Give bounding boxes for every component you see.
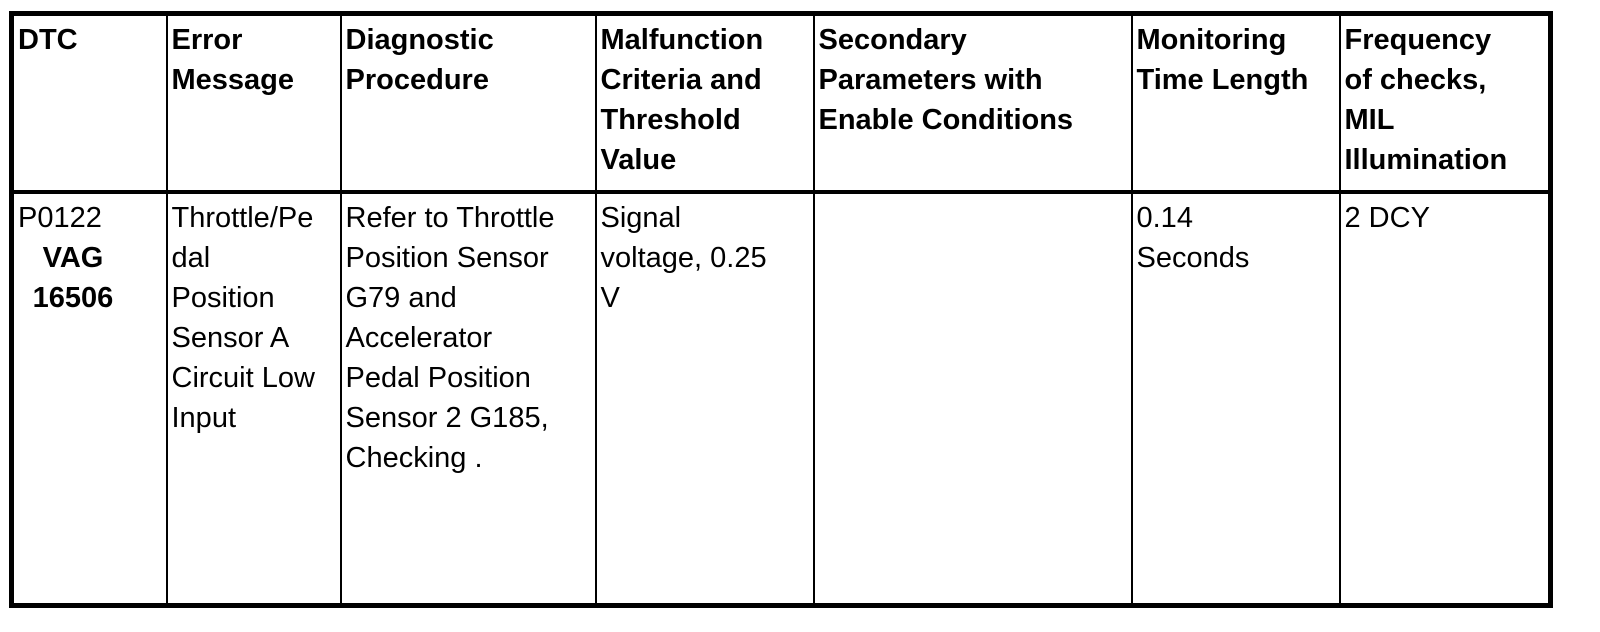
header-error-message xyxy=(167,14,341,193)
header-error-message-line: Error xyxy=(171,24,243,56)
cell-malfunction-criteria xyxy=(596,192,814,606)
header-malfunction-criteria-line: Value xyxy=(600,144,677,176)
diagnostic-procedure-line: Position Sensor xyxy=(345,242,549,274)
cell-error-message xyxy=(167,192,341,606)
error-message-line: Throttle/Pe xyxy=(171,202,314,234)
diagnostic-procedure-line: Sensor 2 G185, xyxy=(345,402,549,434)
header-malfunction-criteria xyxy=(596,14,814,193)
table-body xyxy=(12,192,1551,606)
header-frequency-line: of checks, xyxy=(1344,64,1487,96)
header-monitoring-time-line: Time Length xyxy=(1136,64,1309,96)
header-error-message-line: Message xyxy=(171,64,295,96)
error-message-line: Input xyxy=(171,402,236,434)
header-diagnostic-procedure xyxy=(341,14,596,193)
vag-code: 16506 xyxy=(32,282,114,314)
header-secondary-parameters xyxy=(814,14,1132,193)
header-dtc-line: DTC xyxy=(18,24,78,56)
diagnostic-procedure-line: Pedal Position xyxy=(345,362,531,394)
monitoring-time-line: 0.14 xyxy=(1136,202,1193,234)
cell-dtc xyxy=(12,192,167,606)
header-malfunction-criteria-line: Criteria and xyxy=(600,64,762,96)
header-secondary-parameters-line: Enable Conditions xyxy=(818,104,1074,136)
dtc-table xyxy=(9,11,1553,608)
header-frequency-line: Illumination xyxy=(1344,144,1508,176)
header-diagnostic-procedure-line: Procedure xyxy=(345,64,489,96)
diagnostic-procedure-line: Accelerator xyxy=(345,322,493,354)
header-row xyxy=(12,14,1551,193)
diagnostic-procedure-line: Checking . xyxy=(345,442,483,474)
header-monitoring-time xyxy=(1132,14,1340,193)
malfunction-criteria-line: V xyxy=(600,282,620,314)
diagnostic-procedure-line: G79 and xyxy=(345,282,457,314)
diagnostic-procedure-line: Refer to Throttle xyxy=(345,202,555,234)
monitoring-time-line: Seconds xyxy=(1136,242,1250,274)
table-row xyxy=(12,192,1551,606)
error-message-line: Circuit Low xyxy=(171,362,315,394)
cell-frequency xyxy=(1340,192,1551,606)
header-frequency xyxy=(1340,14,1551,193)
header-malfunction-criteria-line: Threshold xyxy=(600,104,741,136)
error-message-line: Sensor A xyxy=(171,322,290,354)
header-secondary-parameters-line: Parameters with xyxy=(818,64,1043,96)
cell-monitoring-time xyxy=(1132,192,1340,606)
table-header xyxy=(12,14,1551,193)
malfunction-criteria-line: voltage, 0.25 xyxy=(600,242,767,274)
dtc-code: P0122 xyxy=(18,202,102,234)
error-message-line: dal xyxy=(171,242,211,274)
header-frequency-line: Frequency xyxy=(1344,24,1492,56)
header-malfunction-criteria-line: Malfunction xyxy=(600,24,764,56)
cell-diagnostic-procedure xyxy=(341,192,596,606)
header-monitoring-time-line: Monitoring xyxy=(1136,24,1287,56)
frequency-line: 2 DCY xyxy=(1344,202,1430,234)
malfunction-criteria-line: Signal xyxy=(600,202,682,234)
error-message-line: Position xyxy=(171,282,275,314)
header-frequency-line: MIL xyxy=(1344,104,1395,136)
vag-label: VAG xyxy=(42,242,104,274)
cell-secondary-parameters xyxy=(814,192,1132,606)
header-secondary-parameters-line: Secondary xyxy=(818,24,967,56)
header-diagnostic-procedure-line: Diagnostic xyxy=(345,24,494,56)
header-dtc xyxy=(12,14,167,193)
